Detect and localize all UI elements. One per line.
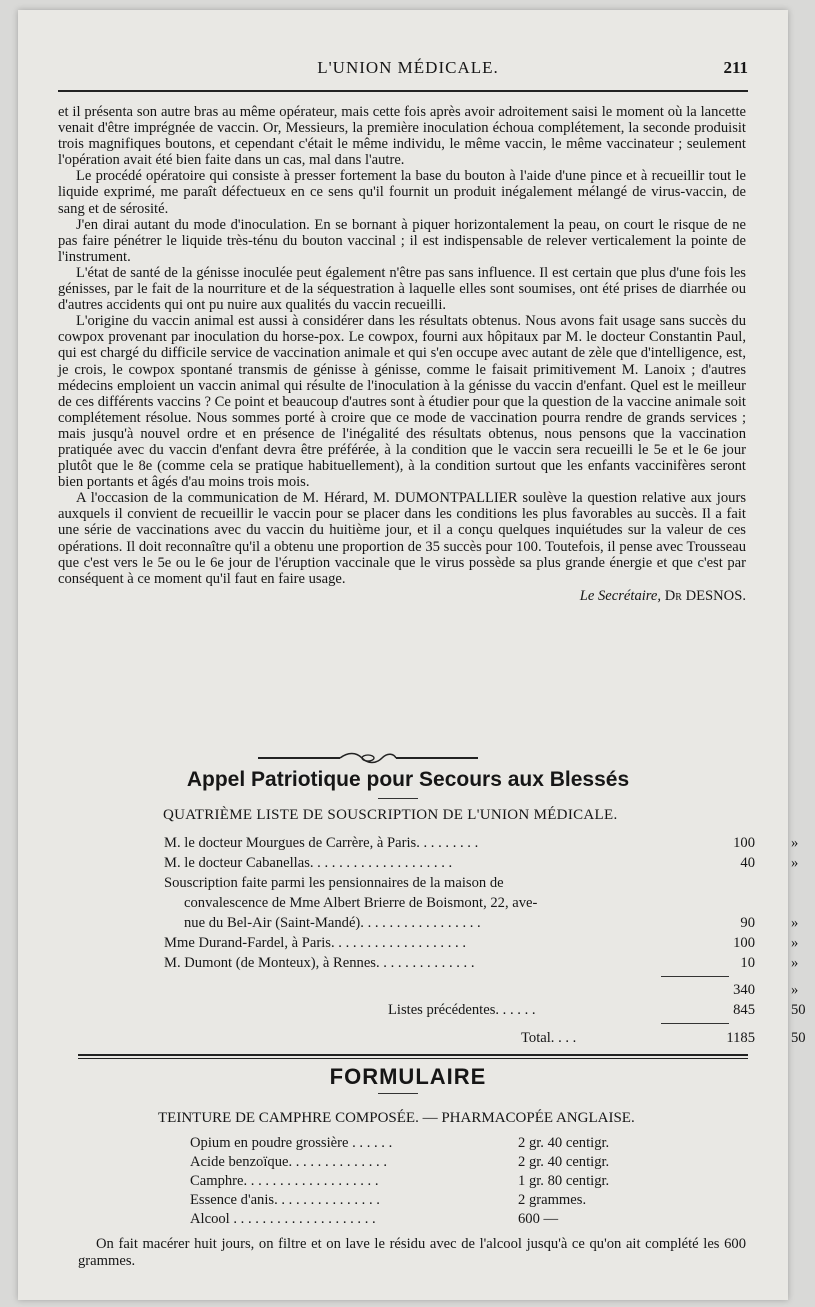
title-dash [378, 1093, 418, 1094]
title-dash [378, 798, 418, 799]
subtotal-amount: 340 [733, 982, 755, 998]
page-header [58, 58, 758, 88]
entry-label: M. le docteur Mourgues de Carrère, à Paris. . . . . . . . . [164, 835, 479, 851]
signature-role: Le Secrétaire, [579, 587, 662, 604]
newspaper-page [18, 10, 806, 1300]
subtotal-cents: » [791, 982, 799, 998]
ingredient-qty: 1 gr. 80 centigr. [518, 1173, 610, 1189]
ingredient-qty: 2 gr. 40 centigr. [518, 1154, 610, 1170]
entry-amount: 40 [740, 855, 755, 871]
ingredient-name: Essence d'anis. . . . . . . . . . . . . . . [190, 1192, 380, 1208]
ingredient-name: Acide benzoïque. . . . . . . . . . . . . . [190, 1154, 387, 1170]
entry-amount: 100 [733, 935, 755, 951]
paragraph: L'état de santé de la génisse inoculée peut également n'être pas sans influence. Il est certain que plus d'une fois les génisses, par le fait de la nourriture et de la séquestration à laquelle elles sont soumises, ont été prises de diarrhée ou d'autres accidents qui ont pu nuire aux qualités du vaccin recueilli. [58, 264, 746, 314]
formulaire-subtitle: TEINTURE DE CAMPHRE COMPOSÉE. — PHARMACOPÉE ANGLAISE. [158, 1110, 635, 1126]
entry-label: M. Dumont (de Monteux), à Rennes. . . . . . . . . . . . . . [164, 955, 475, 971]
entry-cents: » [791, 935, 799, 951]
ornament-divider [258, 751, 478, 765]
previous-cents: 50 [791, 1002, 806, 1018]
entry-cents: » [791, 955, 799, 971]
paragraph: A l'occasion de la communication de M. Hérard, M. DUMONTPALLIER soulève la question relative aux jours auxquels il convient de recueillir le vaccin pour se placer dans les conditions les plus favorables au succès. Il a fait une série de vaccinations avec du vaccin du huitième jour, et il a conçu quelques inquiétudes sur la valeur de ces opérations. Il doit reconnaître qu'il a obtenu une proportion de 35 succès pour 100. Toutefois, il pense avec Trousseau que c'est vers le 5e ou le 6e jour de l'éruption vaccinale que le virus possède sa plus grande énergie et que c'est par conséquent à ce moment qu'il faut en faire usage. [58, 490, 746, 587]
formulaire-note [78, 1236, 746, 1270]
article-body [58, 104, 746, 604]
paragraph: Le procédé opératoire qui consiste à presser fortement la base du bouton à l'aide d'une pince et à recueillir tout le liquide exprimé, me paraît défectueux en ce sens qu'il fournit un produit inégalement mélangé de virus-vaccin, de sang et de sérosité. [58, 168, 746, 217]
ingredient-qty: 2 gr. 40 centigr. [518, 1135, 610, 1151]
entry-amount: 100 [733, 835, 755, 851]
ingredient-name: Camphre. . . . . . . . . . . . . . . . . . . [190, 1173, 379, 1189]
entry-cents: » [791, 915, 799, 931]
subtotal-rule [661, 976, 729, 977]
ingredient-name: Opium en poudre grossière . . . . . . [190, 1135, 393, 1151]
entry-label: Mme Durand-Fardel, à Paris. . . . . . . . . . . . . . . . . . . [164, 935, 466, 951]
total-cents: 50 [791, 1030, 806, 1046]
paragraph: L'origine du vaccin animal est aussi à considérer dans les résultats obtenus. Nous avons fait usage sans succès du cowpox provenant par inoculation du horse-pox. Le cowpox, fourni aux hôpitaux par M. le docteur Constantin Paul, qui est chargé du difficile service de vaccination animale et qui s'en occupe avec autant de zèle que d'intelligence, est, je crois, le cowpox spontané transmis de génisse à génisse, comme le faisait primitivement M. Lanoix ; d'autres médecins emploient un vaccin animal qui résulte de l'inoculation à la génisse du vaccin d'enfant. Quel est le meilleur de ces différents vaccins ? Ce point et beaucoup d'autres sont à étudier pour que la question de la vaccine animale soit complétement résolue. Nous sommes porté à croire que ce mode de vaccination pourra rendre de grands services ; mais jusqu'à nouvel ordre et en présence de l'inégalité des résultats obtenus, nous pensons que la vaccination pratiquée avec du vaccin d'enfant devra être préférée, à la condition que le vaccin sera recueilli le 5e et le 6e jour plutôt que le 8e (comme cela se pratique habituellement), à la condition surtout que les enfants vaccinifères seront bien portants et âgés d'au moins trois mois. [58, 313, 746, 491]
appel-subtitle: QUATRIÈME LISTE DE SOUSCRIPTION DE L'UNION MÉDICALE. [163, 807, 618, 823]
appel-title: Appel Patriotique pour Secours aux Blessés [186, 768, 630, 791]
page-number: 211 [723, 58, 748, 77]
paragraph: J'en dirai autant du mode d'inoculation. En se bornant à piquer horizontalement la peau, on court le risque de ne pas faire pénétrer le liquide très-ténu du bouton vaccinal ; il est indispensable de relever verticalement la pointe de l'instrument. [58, 216, 746, 265]
ingredient-name: Alcool . . . . . . . . . . . . . . . . . . . . [190, 1211, 376, 1227]
entry-amount: 10 [740, 955, 755, 971]
ingredient-qty: 2 grammes. [518, 1192, 587, 1208]
entry-amount: 90 [740, 915, 755, 931]
header-rule [58, 90, 748, 92]
signature-name: Dr DESNOS. [664, 587, 746, 604]
previous-label: Listes précédentes. . . . . . [388, 1002, 536, 1018]
entry-cents: » [791, 835, 799, 851]
journal-title: L'UNION MÉDICALE. [317, 58, 499, 77]
section-rule-thin [78, 1058, 748, 1059]
note-text: On fait macérer huit jours, on filtre et on lave le résidu avec de l'alcool jusqu'à ce qu'on ait complété les 600 grammes. [78, 1236, 746, 1269]
entry-label: Souscription faite parmi les pensionnaires de la maison de [164, 875, 504, 891]
entry-label: convalescence de Mme Albert Brierre de Boismont, 22, ave- [184, 895, 538, 911]
entry-label: nue du Bel-Air (Saint-Mandé). . . . . . . . . . . . . . . . . [184, 915, 481, 931]
paragraph: et il présenta son autre bras au même opérateur, mais cette fois après avoir adroitement saisi le moment où la lancette venait d'être imprégnée de vaccin. Or, Messieurs, la première inoculation échoua complétement, la seconde produisit trois magnifiques boutons, et cependant c'était le même individu, le même vaccin, le même vaccinateur ; seulement l'opération avait été bien faite dans un cas, mal dans l'autre. [58, 104, 746, 169]
entry-cents: » [791, 855, 799, 871]
signature [58, 588, 746, 604]
previous-amount: 845 [733, 1002, 755, 1018]
formulaire-title: FORMULAIRE [329, 1064, 487, 1089]
entry-label: M. le docteur Cabanellas. . . . . . . . . . . . . . . . . . . . [164, 855, 453, 871]
total-label: Total. . . . [521, 1030, 577, 1046]
total-rule [661, 1023, 729, 1024]
ingredient-qty: 600 — [518, 1211, 559, 1227]
total-amount: 1185 [726, 1030, 755, 1046]
section-rule [78, 1054, 748, 1056]
